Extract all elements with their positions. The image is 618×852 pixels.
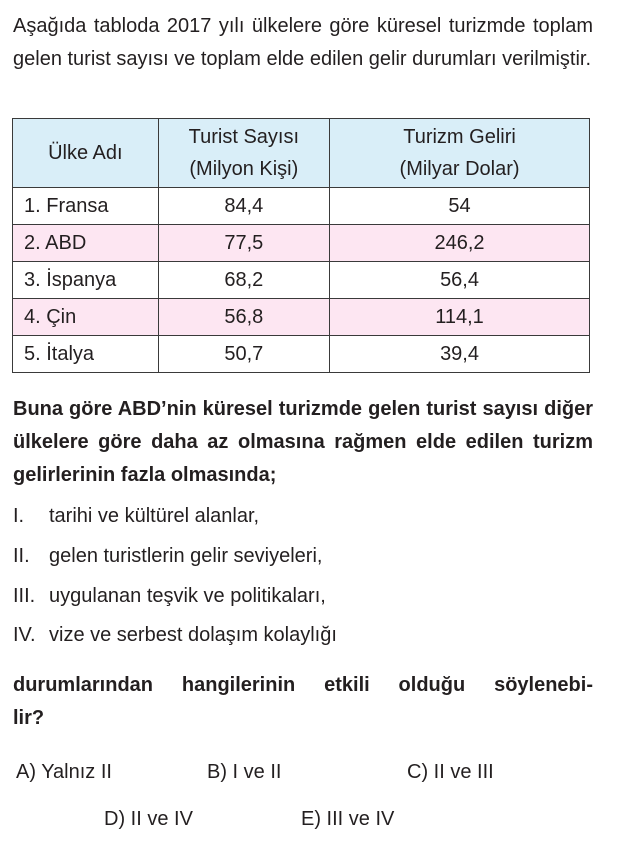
closing-line-2: lir? [13,707,45,729]
option-a[interactable]: A) Yalnız II [16,761,112,783]
option-e[interactable]: E) III ve IV [301,808,395,830]
country-cell: 1. Fransa [13,188,159,225]
table-row [13,225,590,262]
closing-line-1: durumlarından hangilerinin etkili olduğu söylenebi- [13,674,593,696]
revenue-cell: 56,4 [330,262,590,299]
revenue-cell: 114,1 [330,299,590,336]
header-revenue-line1: Turizm Geliri [403,126,516,148]
revenue-cell: 54 [330,188,590,225]
country-cell: 2. ABD [13,225,159,262]
statement-item [13,503,259,529]
question-stem: Buna göre ABD’nin küresel turizmde gelen turist sayısı diğer ülkelere göre daha az olmasına rağmen elde edilen turizm gelirlerinin fazla olmasında; [13,398,593,486]
tourists-cell: 50,7 [158,336,329,373]
header-tourists [158,119,329,188]
header-tourists-line2: (Milyon Kişi) [189,158,299,180]
table-header-row [13,119,590,188]
revenue-cell: 246,2 [330,225,590,262]
table-row [13,299,590,336]
statement-text: uygulanan teşvik ve politikaları, [49,585,326,607]
country-cell: 5. İtalya [13,336,159,373]
tourists-cell: 56,8 [158,299,329,336]
header-revenue [330,119,590,188]
statement-item [13,622,337,648]
statement-item [13,583,326,609]
tourism-table [12,118,590,373]
option-d[interactable]: D) II ve IV [104,808,193,830]
statement-numeral: IV. [13,624,36,646]
tourists-cell: 84,4 [158,188,329,225]
table-row [13,188,590,225]
statement-text: vize ve serbest dolaşım kolaylığı [49,624,337,646]
statement-text: tarihi ve kültürel alanlar, [49,505,260,527]
header-tourists-line1: Turist Sayısı [188,126,300,148]
statement-numeral: II. [13,545,30,567]
header-revenue-line2: (Milyar Dolar) [399,158,520,180]
revenue-cell: 39,4 [330,336,590,373]
statement-numeral: I. [13,505,25,527]
intro-text: Aşağıda tabloda 2017 yılı ülkelere göre küresel turizmde toplam gelen turist sayısı ve toplam elde edilen gelir durumları verilmiştir. [13,15,593,70]
table-row [13,336,590,373]
tourists-cell: 68,2 [158,262,329,299]
tourists-cell: 77,5 [158,225,329,262]
closing-question [13,669,593,735]
header-country: Ülke Adı [13,119,159,188]
table-row [13,262,590,299]
statement-item [13,543,322,569]
country-cell: 3. İspanya [13,262,159,299]
statement-numeral: III. [13,585,36,607]
country-cell: 4. Çin [13,299,159,336]
statement-text: gelen turistlerin gelir seviyeleri, [49,545,323,567]
option-b[interactable]: B) I ve II [207,761,282,783]
option-c[interactable]: C) II ve III [407,761,494,783]
